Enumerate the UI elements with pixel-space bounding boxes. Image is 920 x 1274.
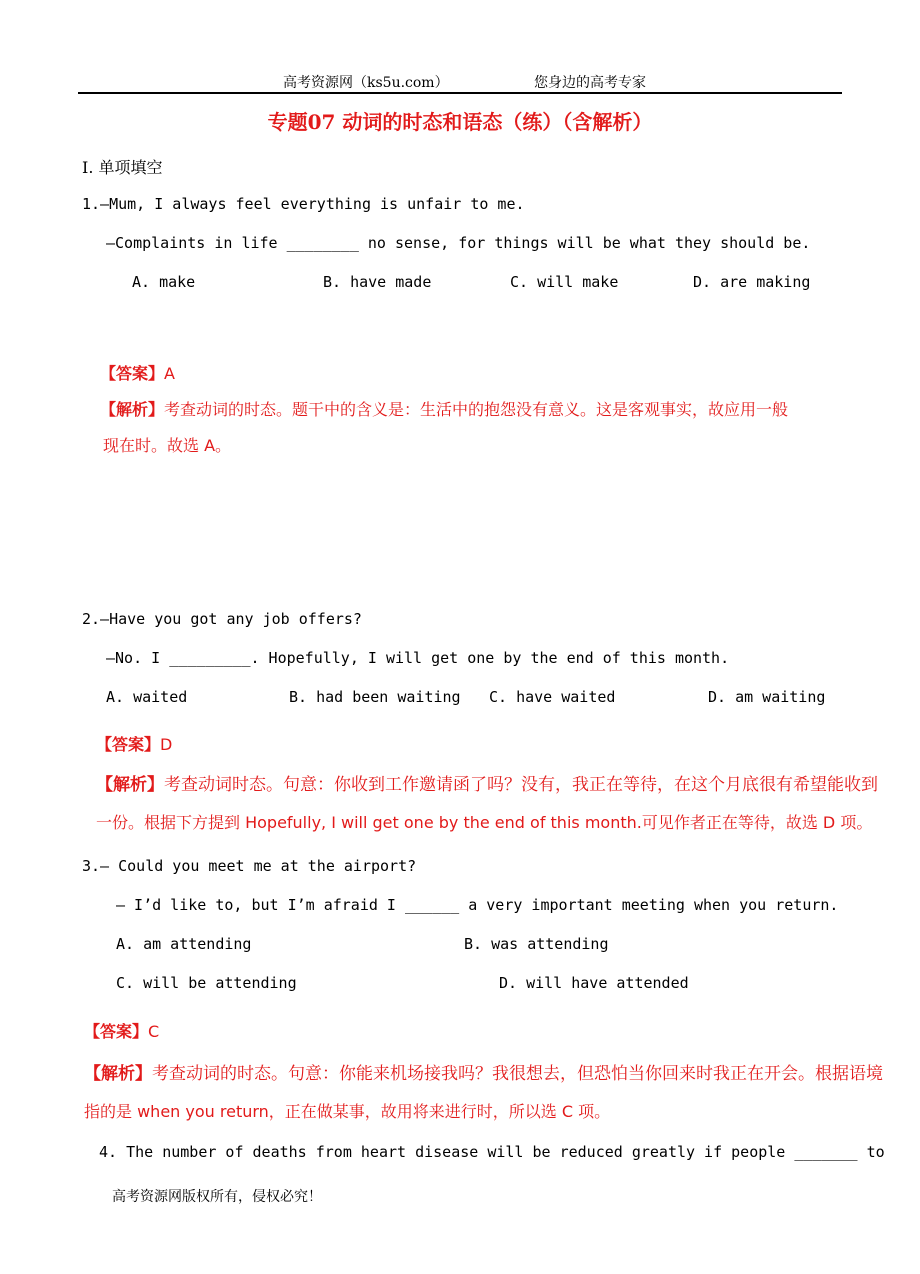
header-rule	[78, 92, 842, 94]
footer-copyright: 高考资源网版权所有，侵权必究！	[112, 1189, 322, 1205]
q2-stem-line2: —No. I _________. Hopefully, I will get one by the end of this month.	[106, 649, 730, 667]
q3-option-b: B. was attending	[464, 935, 609, 953]
q2-analysis-line2: 一份。根据下方提到 Hopefully, I will get one by the end of this month.可见作者正在等待，故选 D 项。	[96, 813, 873, 832]
q1-analysis-line1	[100, 397, 788, 420]
q1-analysis-tag: 【解析】	[100, 400, 165, 419]
q2-option-c: C. have waited	[489, 688, 616, 706]
q1-stem-line2: —Complaints in life ________ no sense, for things will be what they should be.	[106, 234, 811, 252]
q3-option-c: C. will be attending	[116, 974, 297, 992]
q2-option-d: D. am waiting	[708, 688, 826, 706]
q2-option-a: A. waited	[106, 688, 188, 706]
q3-stem-line2: — I’d like to, but I’m afraid I ______ a very important meeting when you return.	[116, 896, 839, 914]
q3-answer-value: C	[148, 1022, 160, 1041]
q1-stem-line1: 1.—Mum, I always feel everything is unfair to me.	[82, 195, 525, 213]
q2-stem-line1: 2.—Have you got any job offers?	[82, 610, 362, 628]
q3-analysis-tag: 【解析】	[84, 1064, 152, 1084]
q1-answer-value: A	[164, 364, 175, 383]
q1-answer-tag: 【答案】	[100, 364, 165, 383]
q2-analysis-text1: 考查动词时态。句意：你收到工作邀请函了吗？没有，我正在等待，在这个月底很有希望能收到	[164, 775, 878, 795]
q1-answer	[100, 361, 175, 384]
q3-stem-line1: 3.— Could you meet me at the airport?	[82, 857, 417, 875]
q3-answer-tag: 【答案】	[84, 1022, 149, 1041]
header-slogan: 您身边的高考专家	[534, 75, 646, 91]
q3-analysis-line2: 指的是 when you return，正在做某事，故用将来进行时，所以选 C 项。	[84, 1102, 611, 1121]
page-title: 专题07 动词的时态和语态（练）（含解析）	[267, 110, 653, 134]
q2-answer-tag: 【答案】	[96, 735, 161, 754]
header-site: 高考资源网（ks5u.com）	[283, 75, 449, 91]
q3-option-d: D. will have attended	[499, 974, 689, 992]
q2-analysis-line1	[96, 770, 878, 795]
q4-stem-line1: 4. The number of deaths from heart disease will be reduced greatly if people _______ to	[99, 1143, 885, 1161]
q1-option-a: A. make	[132, 273, 196, 291]
q2-answer	[96, 732, 172, 755]
section-heading: I. 单项填空	[82, 158, 163, 177]
q2-answer-value: D	[160, 735, 173, 754]
q3-analysis-line1	[84, 1059, 883, 1084]
q1-analysis-line2: 现在时。故选 A。	[103, 436, 232, 455]
q1-option-d: D. are making	[693, 273, 811, 291]
q1-analysis-text1: 考查动词的时态。题干中的含义是：生活中的抱怨没有意义。这是客观事实，故应用一般	[164, 400, 789, 419]
q2-option-b: B. had been waiting	[289, 688, 461, 706]
q2-analysis-tag: 【解析】	[96, 775, 164, 795]
q3-option-a: A. am attending	[116, 935, 252, 953]
q3-answer	[84, 1019, 159, 1042]
q1-option-c: C. will make	[510, 273, 619, 291]
q3-analysis-text1: 考查动词的时态。句意：你能来机场接我吗？我很想去，但恐怕当你回来时我正在开会。根据语境	[152, 1064, 883, 1084]
q1-option-b: B. have made	[323, 273, 432, 291]
